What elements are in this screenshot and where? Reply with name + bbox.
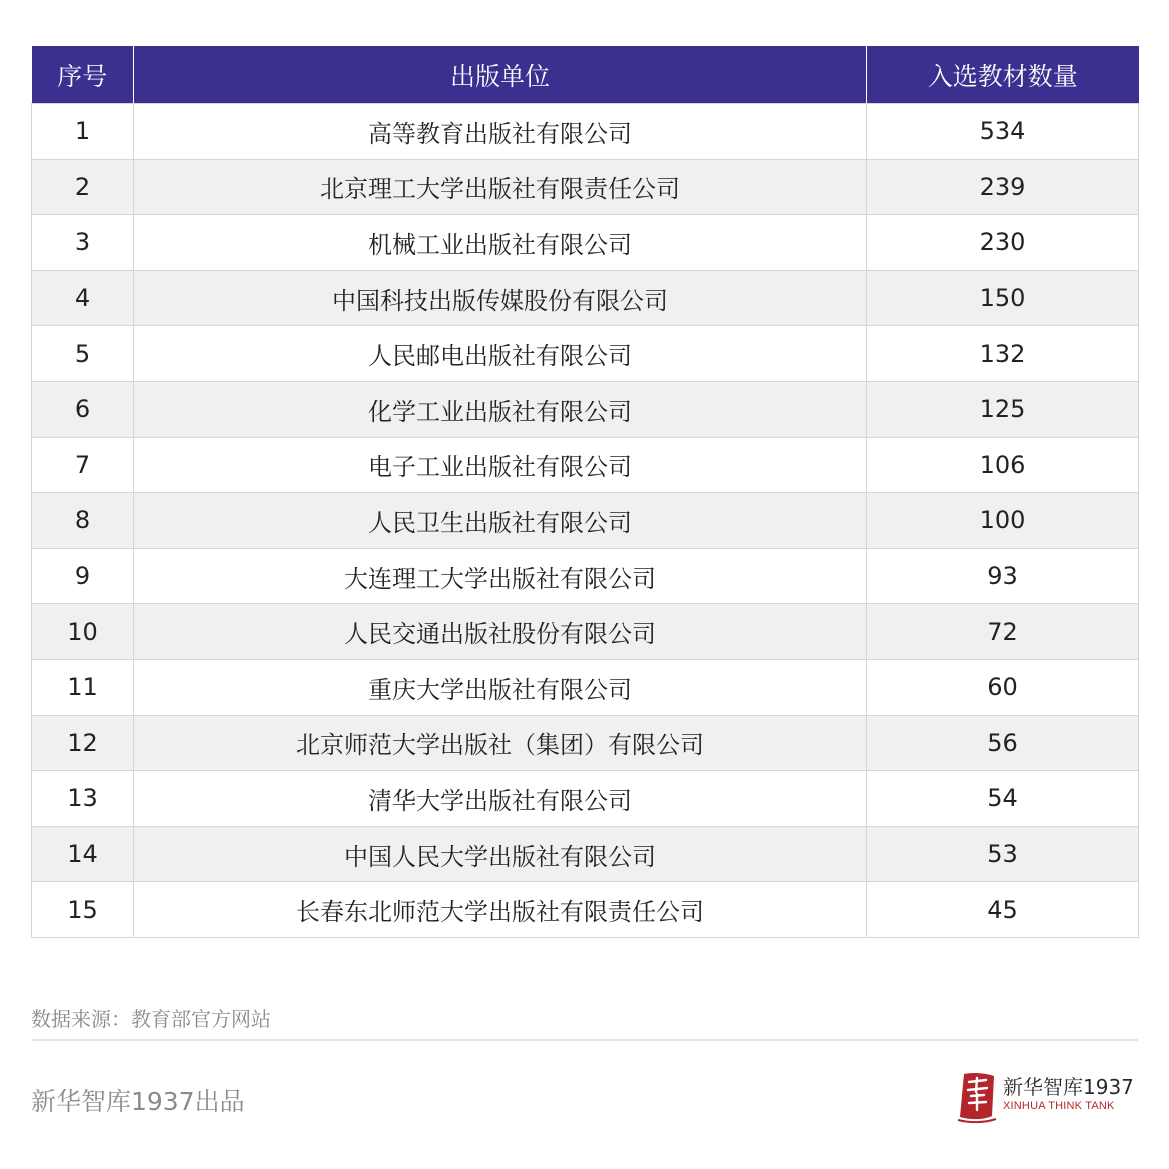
table-row xyxy=(32,270,1139,326)
header-no: 序号 xyxy=(32,46,134,104)
cell-count: 54 xyxy=(867,771,1139,827)
xinhua-seal-icon xyxy=(956,1070,998,1124)
footer-divider xyxy=(31,1039,1138,1041)
logo-chinese-name: 新华智库1937 xyxy=(1003,1075,1134,1099)
cell-no: 6 xyxy=(32,381,134,437)
cell-publisher: 人民邮电出版社有限公司 xyxy=(134,326,867,382)
cell-count: 60 xyxy=(867,659,1139,715)
cell-publisher: 北京理工大学出版社有限责任公司 xyxy=(134,159,867,215)
cell-no: 12 xyxy=(32,715,134,771)
cell-count: 239 xyxy=(867,159,1139,215)
cell-no: 14 xyxy=(32,826,134,882)
table-row xyxy=(32,104,1139,160)
cell-publisher: 人民卫生出版社有限公司 xyxy=(134,493,867,549)
cell-no: 5 xyxy=(32,326,134,382)
table-row xyxy=(32,493,1139,549)
cell-no: 8 xyxy=(32,493,134,549)
cell-publisher: 机械工业出版社有限公司 xyxy=(134,215,867,271)
cell-count: 132 xyxy=(867,326,1139,382)
cell-publisher: 高等教育出版社有限公司 xyxy=(134,104,867,160)
cell-count: 53 xyxy=(867,826,1139,882)
ranking-table xyxy=(31,46,1139,938)
table-row xyxy=(32,159,1139,215)
table-row xyxy=(32,826,1139,882)
cell-no: 9 xyxy=(32,548,134,604)
cell-no: 4 xyxy=(32,270,134,326)
table-row xyxy=(32,771,1139,827)
cell-publisher: 电子工业出版社有限公司 xyxy=(134,437,867,493)
cell-no: 11 xyxy=(32,659,134,715)
data-source-note: 数据来源：教育部官方网站 xyxy=(31,1007,271,1031)
table-row xyxy=(32,659,1139,715)
cell-count: 72 xyxy=(867,604,1139,660)
producer-credit: 新华智库1937出品 xyxy=(31,1087,245,1116)
xinhua-think-tank-logo xyxy=(956,1070,1138,1126)
cell-publisher: 中国人民大学出版社有限公司 xyxy=(134,826,867,882)
cell-no: 2 xyxy=(32,159,134,215)
ranking-table-container xyxy=(31,46,1138,938)
logo-text-group xyxy=(1003,1076,1134,1114)
table-row xyxy=(32,715,1139,771)
cell-no: 3 xyxy=(32,215,134,271)
cell-publisher: 人民交通出版社股份有限公司 xyxy=(134,604,867,660)
cell-count: 100 xyxy=(867,493,1139,549)
cell-count: 125 xyxy=(867,381,1139,437)
cell-count: 534 xyxy=(867,104,1139,160)
logo-english-name: XINHUA THINK TANK xyxy=(1003,1100,1115,1112)
cell-count: 45 xyxy=(867,882,1139,938)
cell-publisher: 大连理工大学出版社有限公司 xyxy=(134,548,867,604)
table-row xyxy=(32,215,1139,271)
table-row xyxy=(32,326,1139,382)
table-row xyxy=(32,548,1139,604)
table-header-row xyxy=(32,46,1139,104)
cell-publisher: 重庆大学出版社有限公司 xyxy=(134,659,867,715)
cell-publisher: 清华大学出版社有限公司 xyxy=(134,771,867,827)
cell-count: 93 xyxy=(867,548,1139,604)
cell-publisher: 化学工业出版社有限公司 xyxy=(134,381,867,437)
cell-count: 150 xyxy=(867,270,1139,326)
header-publisher: 出版单位 xyxy=(134,46,867,104)
table-row xyxy=(32,437,1139,493)
table-row xyxy=(32,882,1139,938)
cell-no: 1 xyxy=(32,104,134,160)
cell-publisher: 中国科技出版传媒股份有限公司 xyxy=(134,270,867,326)
table-row xyxy=(32,604,1139,660)
cell-count: 106 xyxy=(867,437,1139,493)
cell-count: 56 xyxy=(867,715,1139,771)
table-row xyxy=(32,381,1139,437)
cell-no: 13 xyxy=(32,771,134,827)
cell-no: 15 xyxy=(32,882,134,938)
cell-publisher: 长春东北师范大学出版社有限责任公司 xyxy=(134,882,867,938)
cell-count: 230 xyxy=(867,215,1139,271)
cell-no: 10 xyxy=(32,604,134,660)
header-count: 入选教材数量 xyxy=(867,46,1139,104)
cell-publisher: 北京师范大学出版社（集团）有限公司 xyxy=(134,715,867,771)
cell-no: 7 xyxy=(32,437,134,493)
